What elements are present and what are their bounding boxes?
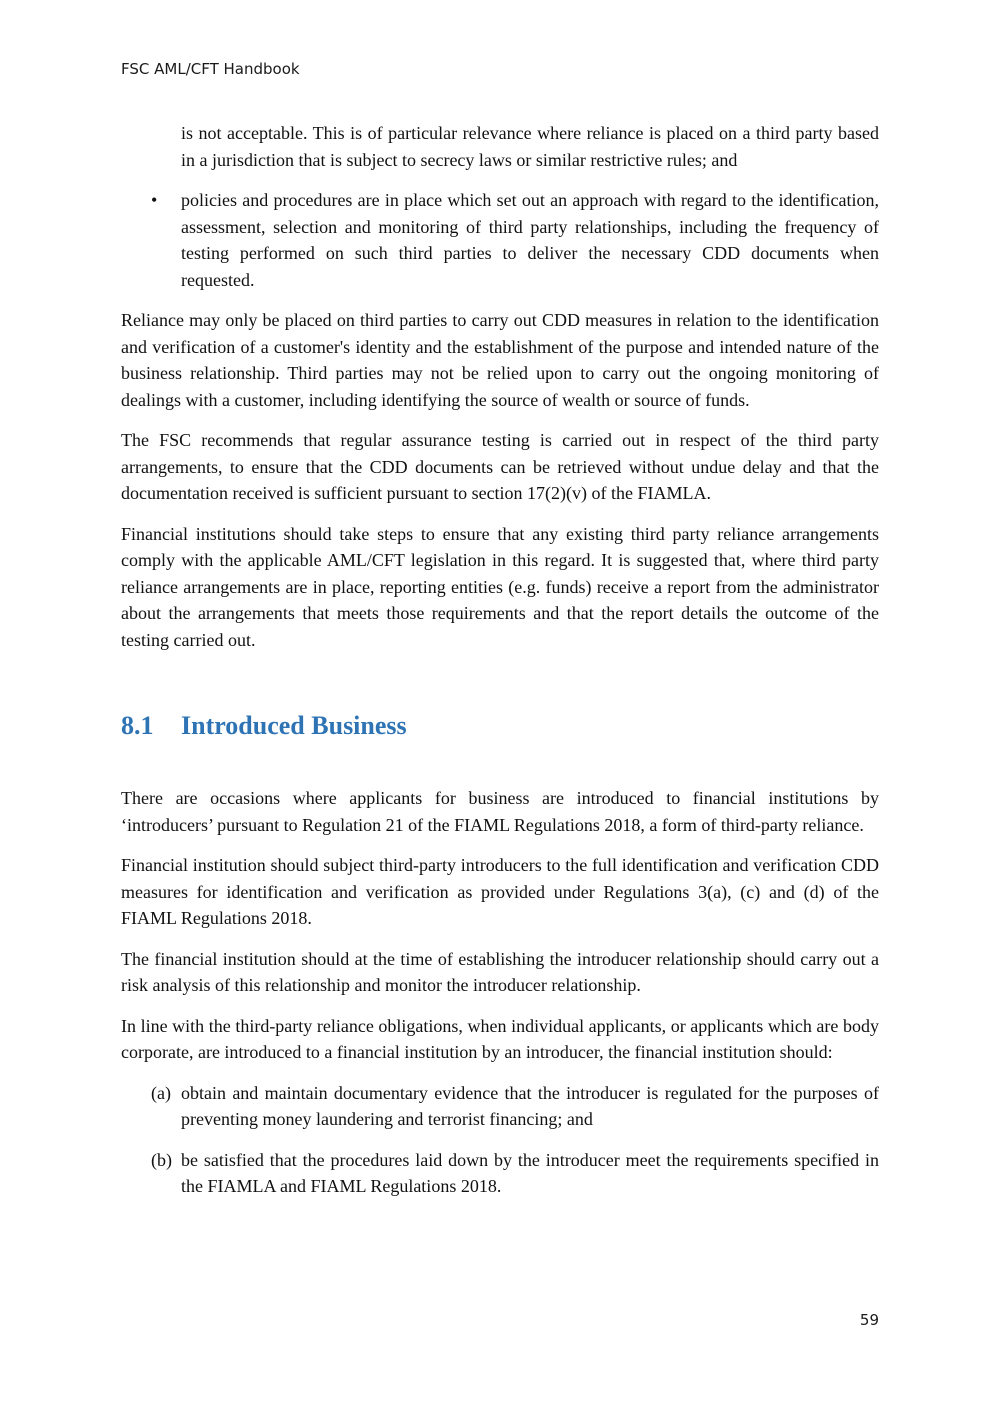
paragraph-existing-arrangements: Financial institutions should take steps to ensure that any existing third party reliance arrangements comply with the applicable AML/CFT legislation in this regard. It is suggested that, where third party reliance arrangements are in place, reporting entities (e.g. funds) receive a report from the administrator about the arrangements that meets those requirements and that the report details the outcome of the testing carried out. <box>121 523 879 650</box>
list-item <box>121 1080 879 1133</box>
list-item-text: be satisfied that the procedures laid down by the introducer meet the requirements specified in the FIAMLA and FIAML Regulations 2018. <box>181 1149 879 1196</box>
page-number: 59 <box>859 1311 879 1329</box>
paragraph-obligations: In line with the third-party reliance obligations, when individual applicants, or applicants which are body corporate, are introduced to a financial institution by an introducer, the financial institution should: <box>121 1015 879 1062</box>
paragraph-introducers: There are occasions where applicants for business are introduced to financial institutions by ‘introducers’ pursuant to Regulation 21 of the FIAML Regulations 2018, a form of third-party reliance. <box>121 788 879 835</box>
bullet-marker: • <box>151 190 158 210</box>
paragraph-risk-analysis: The financial institution should at the time of establishing the introducer relationship should carry out a risk analysis of this relationship and monitor the introducer relationship. <box>121 948 879 995</box>
list-marker: (a) <box>151 1082 171 1103</box>
page-body <box>121 120 879 1214</box>
bullet-text: policies and procedures are in place which set out an approach with regard to the identification, assessment, selection and monitoring of third party relationships, including the frequency of testing performed on such third parties to deliver the necessary CDD documents when requested. <box>181 190 879 290</box>
section-heading <box>121 709 879 785</box>
continued-bullet-text: is not acceptable. This is of particular relevance where reliance is placed on a third party based in a jurisdiction that is subject to secrecy laws or similar restrictive rules; and <box>181 123 879 170</box>
running-header: FSC AML/CFT Handbook <box>121 60 300 78</box>
section-title: Introduced Business <box>181 711 407 740</box>
list-item <box>121 1147 879 1200</box>
paragraph-assurance-testing: The FSC recommends that regular assurance testing is carried out in respect of the third party arrangements, to ensure that the CDD documents can be retrieved without undue delay and that the documentation received is sufficient pursuant to section 17(2)(v) of the FIAMLA. <box>121 430 879 503</box>
paragraph-reliance: Reliance may only be placed on third parties to carry out CDD measures in relation to the identification and verification of a customer's identity and the establishment of the purpose and intended nature of the business relationship. Third parties may not be relied upon to carry out the ongoing monitoring of dealings with a customer, including identifying the source of wealth or source of funds. <box>121 310 879 410</box>
section-number: 8.1 <box>121 711 154 740</box>
list-item-text: obtain and maintain documentary evidence that the introducer is regulated for the purposes of preventing money laundering and terrorist financing; and <box>181 1082 879 1129</box>
paragraph-cdd-measures: Financial institution should subject third-party introducers to the full identification and verification CDD measures for identification and verification as provided under Regulations 3(a), (c) and (d) of the FIAML Regulations 2018. <box>121 855 879 928</box>
list-marker: (b) <box>151 1149 172 1170</box>
bullet-item <box>121 187 879 293</box>
